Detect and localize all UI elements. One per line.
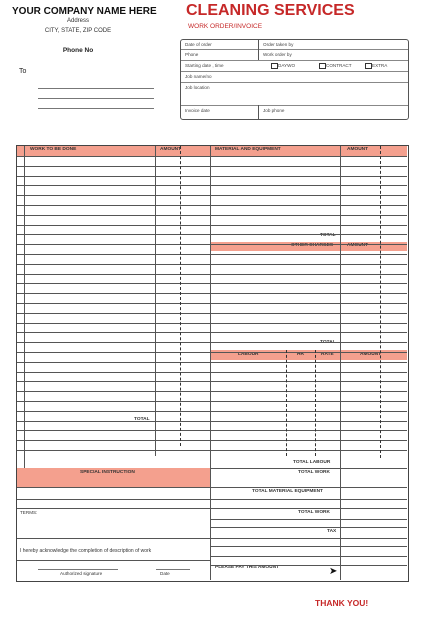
other-charges-label: OTHER CHARGES — [291, 243, 334, 248]
acknowledge-text: I hereby acknowledge the completion of description of work — [20, 548, 152, 554]
order-info-box — [180, 39, 409, 120]
table-row-line — [17, 450, 407, 451]
please-pay-label: PLEASE PAY THIS AMOUNT — [215, 565, 279, 570]
extra-checkbox[interactable] — [365, 63, 372, 69]
starting-date-label: Starting date , time — [185, 63, 224, 68]
phone-label: Phone — [185, 52, 199, 57]
company-address: Address — [66, 18, 89, 24]
labour-header: LABOUR — [238, 352, 259, 357]
table-row-line — [17, 195, 407, 196]
date-of-order-label: Date of order — [185, 42, 212, 47]
table-row-line — [17, 313, 407, 314]
date-line — [156, 569, 190, 570]
table-row-line — [17, 430, 407, 431]
contract-checkbox[interactable] — [319, 63, 326, 69]
to-label: To — [19, 68, 27, 75]
summary-row-line — [211, 519, 407, 520]
summary-row-line — [211, 487, 407, 488]
company-phone: Phone No — [62, 47, 94, 54]
other-charges-amount-header: AMOUNT — [347, 243, 369, 248]
arrow-right-icon: ➤ — [329, 566, 338, 577]
invoice-date-label: Invoice date — [185, 108, 210, 113]
table-row-line — [17, 293, 407, 294]
invoice-grid — [16, 145, 409, 582]
total-material-label: TOTAL MATERIAL EQUIPMENT — [252, 489, 323, 494]
summary-row-line — [211, 499, 407, 500]
work-total-label: TOTAL — [134, 417, 150, 422]
table-row-line — [17, 234, 407, 235]
to-line-1 — [38, 88, 154, 89]
labour-amount-header: AMOUNT — [360, 352, 382, 357]
hr-header: HR — [297, 352, 304, 357]
to-line-3 — [38, 108, 154, 109]
info-vdivider — [258, 105, 259, 119]
summary-row-line — [211, 565, 407, 566]
table-row-line — [17, 156, 407, 157]
summary-row-line — [211, 556, 407, 557]
table-row-line — [17, 440, 407, 441]
amount-dash-left — [180, 146, 181, 446]
work-order-by-label: Work order by — [263, 52, 292, 57]
info-divider — [181, 49, 408, 50]
rate-column — [315, 350, 316, 456]
table-row-line — [17, 372, 407, 373]
table-row-line — [17, 244, 407, 245]
table-row-line — [17, 303, 407, 304]
left-row-line — [17, 560, 211, 561]
info-vdivider — [258, 40, 259, 49]
summary-row-line — [211, 508, 407, 509]
info-vdivider — [258, 49, 259, 60]
summary-row-line — [211, 538, 407, 539]
contract-label: CONTRACT — [326, 63, 352, 68]
material-total-label: TOTAL — [320, 233, 336, 238]
info-divider — [181, 71, 408, 72]
job-name-label: Job name/no — [185, 74, 212, 79]
special-instruction-header: SPECIAL INSTRUCTION — [80, 470, 135, 475]
authorized-signature-label: Authorized signature — [60, 571, 103, 576]
left-row-line — [17, 487, 211, 488]
amount-header-right: AMOUNT — [347, 147, 369, 152]
other-total-label: TOTAL — [320, 340, 336, 345]
extra-label: EXTRA — [372, 63, 388, 68]
rate-header: RATE — [321, 352, 334, 357]
left-row-line — [17, 538, 211, 539]
left-row-line — [17, 508, 211, 509]
table-row-line — [17, 283, 407, 284]
table-row-line — [17, 225, 407, 226]
section-divider — [210, 146, 211, 580]
amount-column-right — [340, 146, 341, 580]
table-row-line — [17, 411, 407, 412]
job-phone-label: Job phone — [263, 108, 285, 113]
table-row-line — [17, 205, 407, 206]
row-number-column — [24, 146, 25, 468]
table-row-line — [17, 401, 407, 402]
daywo-label: DAYWO — [278, 63, 296, 68]
daywo-checkbox[interactable] — [271, 63, 278, 69]
info-divider — [181, 105, 408, 106]
table-row-line — [17, 323, 407, 324]
table-row-line — [17, 185, 407, 186]
info-divider — [181, 60, 408, 61]
summary-row-line — [211, 527, 407, 528]
company-name: YOUR COMPANY NAME HERE — [12, 6, 157, 17]
table-row-line — [17, 274, 407, 275]
amount-header-left: AMOUNT — [160, 147, 182, 152]
table-row-line — [17, 166, 407, 167]
summary-row-line — [211, 546, 407, 547]
table-row-line — [17, 362, 407, 363]
tax-label: TAX — [327, 529, 337, 534]
table-row-line — [17, 215, 407, 216]
company-city: CITY, STATE, ZIP CODE — [44, 28, 112, 34]
table-row-line — [17, 352, 407, 353]
table-row-line — [17, 332, 407, 333]
amount-dash-right — [380, 146, 381, 458]
total-work-label-1: TOTAL WORK — [298, 470, 330, 475]
table-row-line — [17, 381, 407, 382]
total-labour-label: TOTAL LABOUR — [293, 460, 331, 465]
material-equipment-header: MATERIAL AND EQUIPMENT — [215, 147, 281, 152]
table-row-line — [17, 254, 407, 255]
table-row-line — [17, 176, 407, 177]
left-row-line — [17, 499, 211, 500]
thank-you-text: THANK YOU! — [315, 598, 369, 608]
terms-label: TERMS: — [20, 510, 38, 515]
signature-line — [38, 569, 118, 570]
page-subtitle: WORK ORDER/INVOICE — [188, 23, 263, 30]
date-label: Date — [160, 571, 170, 576]
job-location-label: Job location — [185, 85, 210, 90]
table-row-line — [17, 421, 407, 422]
total-work-label-2: TOTAL WORK — [298, 510, 330, 515]
work-to-be-done-header: WORK TO BE DONE — [30, 147, 77, 152]
order-taken-by-label: Order taken by — [263, 42, 294, 47]
table-row-line — [17, 391, 407, 392]
summary-row-line — [211, 468, 407, 469]
amount-column-left — [155, 146, 156, 456]
hr-column — [286, 350, 287, 456]
table-row-line — [17, 264, 407, 265]
to-line-2 — [38, 98, 154, 99]
info-divider — [181, 82, 408, 83]
page-title: CLEANING SERVICES — [186, 2, 355, 19]
table-row-line — [17, 342, 407, 343]
